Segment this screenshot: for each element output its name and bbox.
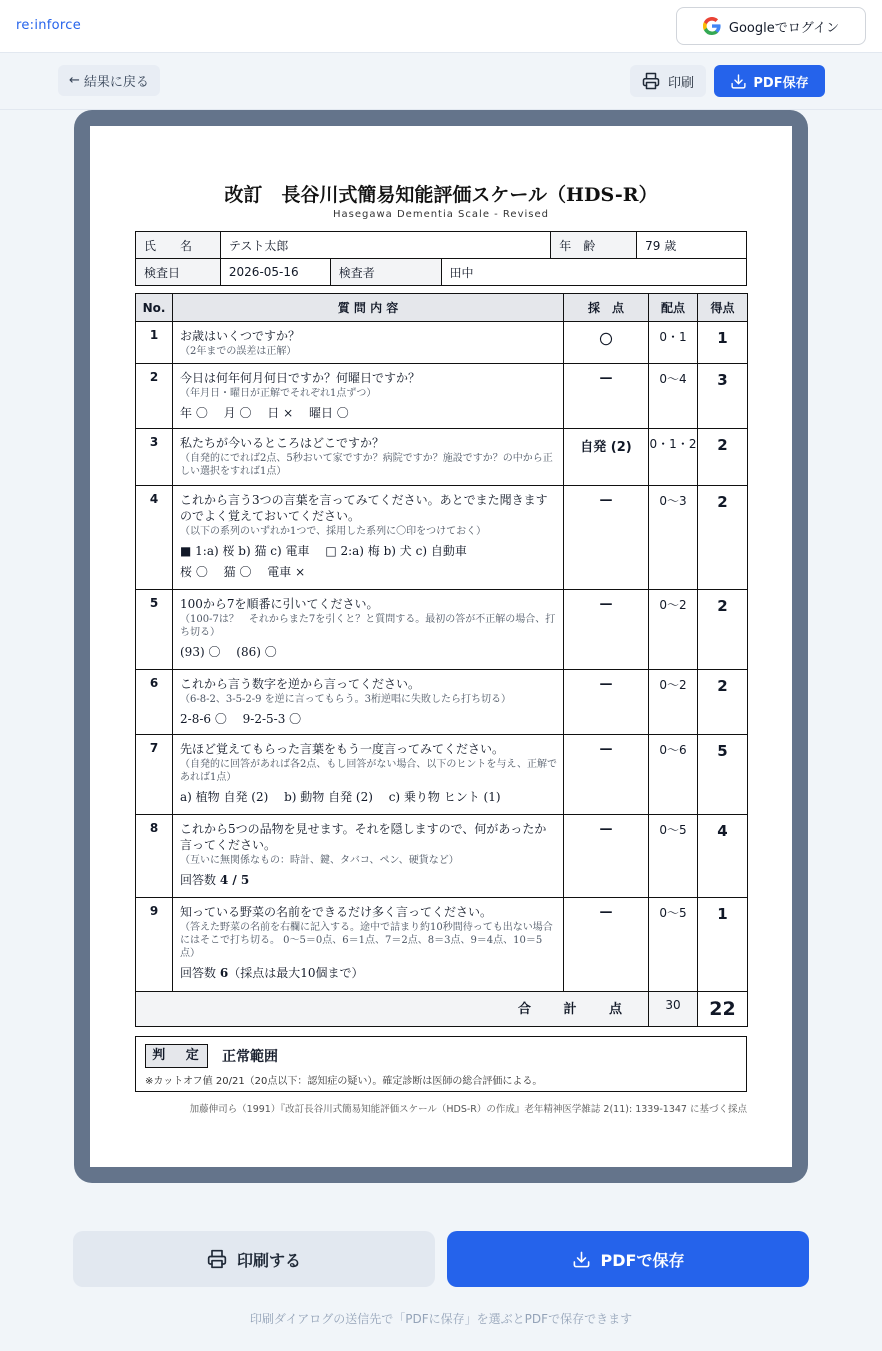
answer-text: （採点は最大10個まで） — [228, 966, 364, 980]
print-button[interactable] — [630, 65, 706, 97]
marking-cell: — — [564, 590, 649, 670]
marking-cell: — — [564, 486, 649, 590]
marking-cell: 〇 — [564, 322, 649, 364]
col-no: No. — [136, 294, 173, 322]
download-icon — [730, 73, 747, 90]
col-question: 質 問 内 容 — [173, 294, 564, 322]
score-cell: 3 — [698, 364, 748, 429]
table-row — [136, 670, 748, 735]
pdf-save-large-label: PDFで保存 — [600, 1250, 685, 1270]
answer-count: 4 / 5 — [219, 873, 250, 887]
pdf-save-large-button[interactable] — [447, 1231, 809, 1287]
question-text: これから5つの品物を見せます。それを隠しますので、何があったか言ってください。 — [180, 822, 547, 852]
question-number: 5 — [136, 590, 173, 670]
table-row — [136, 486, 748, 590]
answer-prefix: 回答数 — [180, 966, 220, 980]
score-cell: 2 — [698, 590, 748, 670]
printer-icon — [207, 1249, 227, 1269]
citation: 加藤伸司ら（1991）『改訂長谷川式簡易知能評価スケール（HDS-R）の作成』老年精神医学雑誌 2(11): 1339-1347 に基づく採点 — [189, 1104, 747, 1115]
login-label: Googleでログイン — [728, 20, 840, 36]
save-hint: 印刷ダイアログの送信先で「PDFに保存」を選ぶとPDFで保存できます — [249, 1312, 633, 1326]
question-cell — [173, 670, 564, 735]
table-row — [136, 898, 748, 992]
top-bar — [0, 0, 882, 53]
answer-line — [180, 872, 557, 888]
points-cell: 0〜2 — [649, 590, 698, 670]
question-text: これから言う3つの言葉を言ってみてください。あとでまた聞きますのでよく覚えておいてください。 — [180, 493, 548, 523]
score-table-header — [136, 294, 748, 322]
document-subtitle: Hasegawa Dementia Scale - Revised — [333, 209, 549, 220]
score-cell: 2 — [698, 670, 748, 735]
question-text: お歳はいくつですか？ — [180, 329, 301, 343]
total-row — [136, 992, 748, 1027]
question-number: 6 — [136, 670, 173, 735]
answer-text: a) 植物 自発 (2) b) 動物 自発 (2) c) 乗り物 ヒント (1) — [180, 790, 501, 804]
info-row-date — [136, 259, 747, 286]
table-row — [136, 735, 748, 815]
score-cell: 2 — [698, 429, 748, 486]
question-cell — [173, 364, 564, 429]
date-label: 検査日 — [136, 259, 221, 286]
arrow-left-icon: ← — [69, 73, 80, 88]
question-number: 2 — [136, 364, 173, 429]
total-score: 22 — [698, 992, 748, 1027]
print-label: 印刷 — [667, 75, 694, 91]
marking-cell: — — [564, 735, 649, 815]
printer-icon — [642, 72, 660, 90]
answer-line — [180, 711, 557, 727]
points-cell: 0〜4 — [649, 364, 698, 429]
question-text: 私たちが今いるところはどこですか？ — [180, 436, 385, 450]
col-marking: 採 点 — [564, 294, 649, 322]
answer-prefix: 回答数 — [180, 873, 220, 887]
marking-cell: 自発 (2) — [564, 429, 649, 486]
points-cell: 0〜5 — [649, 815, 698, 898]
question-number: 7 — [136, 735, 173, 815]
back-to-results-button[interactable] — [58, 65, 160, 96]
question-cell — [173, 322, 564, 364]
age-value: 79 歳 — [637, 232, 747, 259]
table-row — [136, 815, 748, 898]
google-login-button[interactable] — [676, 7, 866, 45]
name-value: テスト太郎 — [220, 232, 550, 259]
judgement-label: 判 定 — [145, 1044, 208, 1068]
table-row — [136, 364, 748, 429]
question-cell — [173, 735, 564, 815]
answer-text: 年 〇 月 〇 日 × 曜日 〇 — [180, 406, 349, 420]
question-cell — [173, 815, 564, 898]
question-note: （以下の系列のいずれか1つで、採用した系列に〇印をつけておく） — [180, 526, 487, 537]
answer-line — [180, 405, 557, 421]
question-note: （2年までの誤差は正解） — [180, 346, 297, 357]
pdf-save-label: PDF保存 — [753, 75, 809, 91]
score-cell: 1 — [698, 898, 748, 992]
answer-count: 6 — [219, 966, 229, 980]
question-note: （互いに無関係なもの：時計、鍵、タバコ、ペン、硬貨など） — [180, 855, 459, 866]
question-number: 8 — [136, 815, 173, 898]
print-large-label: 印刷する — [236, 1250, 301, 1270]
question-number: 1 — [136, 322, 173, 364]
answer-line — [180, 789, 557, 805]
question-note: （6-8-2、3-5-2-9 を逆に言ってもらう。3桁逆唱に失敗したら打ち切る） — [180, 694, 511, 705]
judgement-note: ※カットオフ値 20/21（20点以下：認知症の疑い）。確定診断は医師の総合評価による。 — [145, 1076, 543, 1087]
answer-text: ■ 1:a) 桜 b) 猫 c) 電車 □ 2:a) 梅 b) 犬 c) 自動車 — [180, 544, 467, 558]
question-note: （100-7は？ それからまた7を引くと？と質問する。最初の答が不正解の場合、打ち切る） — [180, 614, 556, 638]
question-note: （答えた野菜の名前を右欄に記入する。途中で詰まり約10秒間待っても出ない場合にはそこで打ち切る。 0〜5＝0点、6＝1点、7＝2点、8＝3点、9＝4点、10＝5点） — [180, 922, 553, 959]
points-cell: 0〜2 — [649, 670, 698, 735]
question-cell — [173, 590, 564, 670]
points-cell: 0〜6 — [649, 735, 698, 815]
points-cell: 0〜5 — [649, 898, 698, 992]
marking-cell: — — [564, 898, 649, 992]
marking-cell: — — [564, 670, 649, 735]
question-cell — [173, 898, 564, 992]
col-score: 得点 — [698, 294, 748, 322]
total-points: 30 — [649, 992, 698, 1027]
answer-line: 桜 〇 猫 〇 電車 × — [180, 565, 306, 579]
table-row — [136, 322, 748, 364]
answer-text: 2-8-6 〇 9-2-5-3 〇 — [180, 712, 302, 726]
marking-cell: — — [564, 364, 649, 429]
question-text: 今日は何年何月何日ですか？何曜日ですか？ — [180, 371, 421, 385]
question-text: 先ほど覚えてもらった言葉をもう一度言ってみてください。 — [180, 742, 505, 756]
col-points: 配点 — [649, 294, 698, 322]
question-text: これから言う数字を逆から言ってください。 — [180, 677, 421, 691]
answer-line — [180, 543, 557, 559]
table-row — [136, 429, 748, 486]
judgement-value: 正常範囲 — [222, 1049, 278, 1065]
question-cell — [173, 429, 564, 486]
question-note: （自発的にでれば2点、5秒おいて家ですか？病院ですか？施設ですか？の中から正しい選択をすれば1点） — [180, 453, 553, 477]
name-label: 氏 名 — [136, 232, 221, 259]
score-cell: 1 — [698, 322, 748, 364]
document-title: 改訂 長谷川式簡易知能評価スケール（HDS-R） — [224, 184, 658, 206]
answer-line — [180, 965, 557, 981]
back-label: 結果に戻る — [83, 75, 149, 90]
google-logo-icon — [703, 17, 721, 35]
action-toolbar — [0, 53, 882, 110]
points-cell: 0〜3 — [649, 486, 698, 590]
question-note: （年月日・曜日が正解でそれぞれ1点ずつ） — [180, 388, 377, 399]
score-cell: 5 — [698, 735, 748, 815]
question-number: 9 — [136, 898, 173, 992]
answer-line — [180, 644, 557, 660]
marking-cell: — — [564, 815, 649, 898]
patient-info-table — [135, 231, 747, 286]
judgement-box — [135, 1036, 747, 1092]
answer-text: (93) 〇 (86) 〇 — [180, 645, 277, 659]
score-table — [135, 293, 748, 1027]
question-number: 4 — [136, 486, 173, 590]
table-row — [136, 590, 748, 670]
total-label: 合 計 点 — [136, 992, 649, 1027]
question-cell — [173, 486, 564, 590]
brand-logo[interactable]: re:inforce — [16, 18, 82, 33]
pdf-save-button[interactable] — [714, 65, 825, 97]
examiner-value: 田中 — [441, 259, 746, 286]
date-value: 2026-05-16 — [220, 259, 330, 286]
age-label: 年 齢 — [551, 232, 637, 259]
points-cell: 0・1・2 — [649, 429, 698, 486]
question-number: 3 — [136, 429, 173, 486]
question-text: 知っている野菜の名前をできるだけ多く言ってください。 — [180, 905, 493, 919]
score-cell: 4 — [698, 815, 748, 898]
points-cell: 0・1 — [649, 322, 698, 364]
download-icon — [572, 1250, 591, 1269]
score-table-body — [136, 322, 748, 992]
question-note: （自発的に回答があれば各2点、もし回答がない場合、以下のヒントを与え、正解であれば1点） — [180, 759, 557, 783]
info-row-name — [136, 232, 747, 259]
examiner-label: 検査者 — [330, 259, 441, 286]
question-text: 100から7を順番に引いてください。 — [180, 597, 379, 611]
score-cell: 2 — [698, 486, 748, 590]
print-large-button[interactable] — [73, 1231, 435, 1287]
